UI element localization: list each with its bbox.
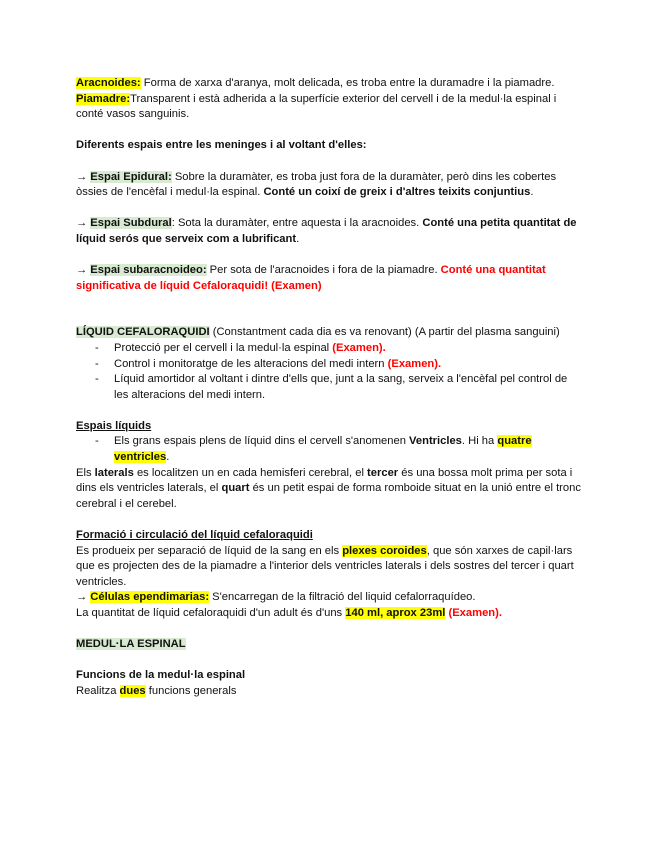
tercer-bold: tercer [367,466,399,479]
lcr-list [76,341,581,403]
exam-tag: (Examen). [332,341,386,354]
celulas-term: Células ependimarias: [90,591,210,604]
espais-liquids-list [76,434,581,465]
dash-bullet: - [95,435,99,448]
text: és un petit espai de forma romboide situat en la unió entre el tronc cerebral i el cerebel. [76,482,581,510]
realitza-paragraph [76,684,581,700]
quantitat-paragraph [76,606,581,622]
volume-highlight: 140 ml, aprox 23ml [345,607,446,619]
piamadre-term: Piamadre: [76,92,131,105]
espais-heading: Diferents espais entre les meninges i al voltant d'elles: [76,139,367,152]
list-item-text: . Hi ha [461,435,498,448]
quart-bold: quart [221,482,250,495]
epidural-end: . [530,186,534,199]
arrow-icon: → [76,170,91,183]
quatre-ventricles-highlight: quatre ventricles [114,435,532,464]
subaracnoideo-term: Espai subaracnoideo: [90,264,207,277]
epidural-text: Sobre la duramàter, es troba just fora de la duramàter, però dins les cobertes òssies de l'encèfal i medul·la espinal. [76,170,557,199]
arrow-icon: → [76,217,91,230]
subdural-bold: Conté una petita quantitat de líquid serós que serveix com a lubrificant [76,217,577,245]
exam-tag: (Examen). [448,607,502,619]
list-item [76,357,581,373]
text: Els [76,466,95,479]
medulla-section [76,637,581,653]
ventricles-bold: Ventricles [409,435,462,448]
ventricles-paragraph [76,466,581,513]
text: La quantitat de líquid cefaloraquidi d'un adult és d'uns [76,607,346,619]
text: Es produeix per separació de líquid de la sang en els [76,544,343,557]
dues-highlight: dues [119,684,146,697]
subdural-term: Espai Subdural [90,217,172,230]
list-item-text: Els grans espais plens de líquid dins el cervell s'anomenen [114,435,410,448]
dash-bullet: - [95,373,99,386]
piamadre-paragraph [76,92,581,123]
list-item-text: Control i monitoratge de les alteracions del medi intern [114,357,388,370]
epidural-term: Espai Epidural: [90,170,172,183]
text: és una bossa molt prima per sota i dins els ventricles laterals, el [76,466,573,495]
list-item-end: . [166,451,170,464]
plexes-coroides-highlight: plexes coroides [342,544,427,557]
dash-bullet: - [95,357,99,370]
text: S'encarregan de la filtració del liquid cefalorraquídeo. [209,591,476,604]
medulla-title: MEDUL·LA ESPINAL [76,638,186,651]
list-item-text: Líquid amortidor al voltant i dintre d'ells que, junt a la sang, serveix a l'encèfal pel control de les alteracions del medi intern. [114,373,568,401]
celulas-paragraph [76,590,581,606]
aracnoides-paragraph [76,76,581,92]
subaracnoideo-text: Per sota de l'aracnoides i fora de la piamadre. [206,264,441,277]
epidural-paragraph [76,170,581,201]
subaracnoideo-red: Conté una quantitat significativa de líquid Cefaloraquidi! (Examen) [76,264,546,292]
list-item [76,372,581,403]
text: , que són xarxes de capil·lars que es projecten des de la piamadre a l'interior dels ventricles laterals i dels sostres del tercer i quart ventricles. [76,544,574,588]
list-item [76,341,581,357]
lcr-intro: (Constantment cada dia es va renovant) (A partir del plasma sanguini) [209,326,560,339]
list-item [76,434,581,465]
piamadre-text: Transparent i està adherida a la superfície exterior del cervell i de la medul·la espinal i conté vasos sanguinis. [76,92,557,121]
dash-bullet: - [95,341,99,354]
exam-tag: (Examen). [387,357,442,370]
lcr-paragraph [76,325,581,341]
subaracnoideo-paragraph [76,263,581,294]
formacio-paragraph [76,544,581,591]
subdural-end: . [296,232,300,245]
subdural-paragraph [76,216,581,247]
document-page [76,76,581,700]
arrow-icon: → [76,264,91,277]
arrow-icon: → [76,591,91,604]
text: funcions generals [145,684,237,697]
aracnoides-term: Aracnoides: [76,77,141,89]
lcr-title: LÍQUID CEFALORAQUIDI [76,326,210,339]
subdural-text: : Sota la duramàter, entre aquesta i la aracnoides. [171,217,423,230]
laterals-bold: laterals [94,466,134,479]
epidural-bold: Conté un coixí de greix i d'altres teixits conjuntius [263,186,531,199]
text: es localitzen un en cada hemisferi cerebral, el [133,466,368,479]
formacio-title: Formació i circulació del líquid cefaloraquidi [76,529,313,542]
funcions-heading: Funcions de la medul·la espinal [76,669,246,682]
text: Realitza [76,684,120,697]
espais-liquids-title: Espais líquids [76,419,152,432]
list-item-text: Protecció per el cervell i la medul·la espinal [114,341,333,354]
aracnoides-text: Forma de xarxa d'aranya, molt delicada, es troba entre la duramadre i la piamadre. [140,77,555,89]
